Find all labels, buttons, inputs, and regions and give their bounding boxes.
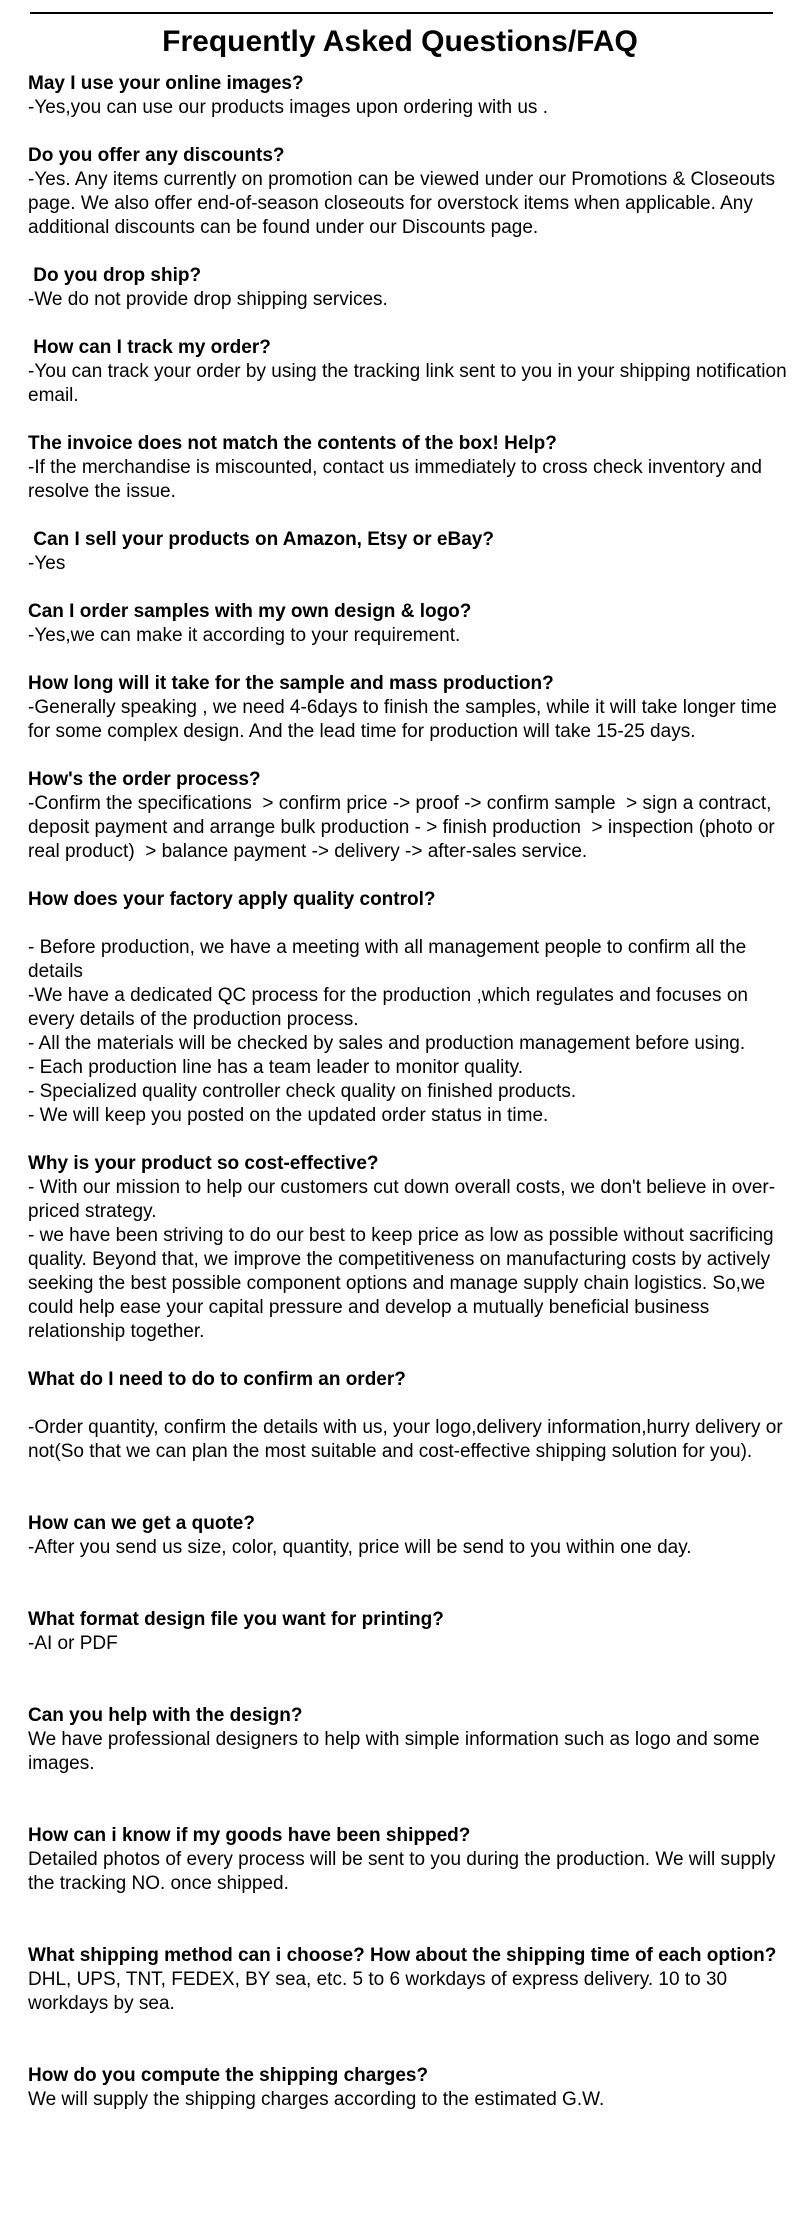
faq-answer-line	[28, 1464, 788, 1488]
faq-answer-line: DHL, UPS, TNT, FEDEX, BY sea, etc. 5 to 6 workdays of express delivery. 10 to 30 workdays by sea.	[28, 1969, 733, 2014]
faq-item	[28, 528, 788, 576]
faq-item	[28, 2064, 788, 2112]
faq-answer-line: -Yes. Any items currently on promotion can be viewed under our Promotions & Closeouts page. We also offer end-of-season closeouts for overstock items when applicable. Any additional discounts can be found under our Discounts page.	[28, 169, 781, 238]
faq-item	[28, 1704, 788, 1800]
faq-item	[28, 1824, 788, 1920]
faq-answer-line: -Confirm the specifications > confirm price -> proof -> confirm sample > sign a contract, deposit payment and arrange bulk production - > finish production > inspection (photo or real product) > balance payment -> delivery -> after-sales service.	[28, 793, 781, 862]
faq-answer-line: - All the materials will be checked by sales and production management before using.	[28, 1033, 746, 1054]
faq-answer	[28, 912, 788, 1128]
faq-answer-line: -Order quantity, confirm the details with us, your logo,delivery information,hurry delivery or not(So that we can plan the most suitable and cost-effective shipping solution for you).	[28, 1417, 788, 1462]
faq-question: What format design file you want for printing?	[28, 1609, 444, 1630]
faq-item	[28, 768, 788, 864]
faq-answer	[28, 168, 788, 240]
faq-item	[28, 888, 788, 1128]
faq-answer	[28, 1968, 788, 2040]
faq-answer-line: - Before production, we have a meeting with all management people to confirm all the details	[28, 937, 752, 982]
faq-answer-line: -After you send us size, color, quantity, price will be send to you within one day.	[28, 1537, 692, 1558]
faq-item	[28, 1152, 788, 1344]
faq-answer	[28, 288, 788, 312]
faq-question: How do you compute the shipping charges?	[28, 2065, 429, 2086]
faq-answer-line	[28, 912, 788, 936]
faq-answer	[28, 552, 788, 576]
faq-item	[28, 600, 788, 648]
faq-answer-line: Detailed photos of every process will be sent to you during the production. We will supply the tracking NO. once shipped.	[28, 1849, 781, 1894]
faq-answer-line: -Yes	[28, 553, 66, 574]
faq-answer	[28, 1848, 788, 1920]
faq-answer-line: -We have a dedicated QC process for the production ,which regulates and focuses on every details of the production process.	[28, 985, 754, 1030]
faq-answer-line: - We will keep you posted on the updated order status in time.	[28, 1105, 549, 1126]
faq-question: What shipping method can i choose? How about the shipping time of each option?	[28, 1945, 777, 1966]
faq-question: May I use your online images?	[28, 73, 304, 94]
faq-answer	[28, 624, 788, 648]
faq-answer	[28, 456, 788, 504]
faq-item	[28, 144, 788, 240]
faq-answer	[28, 1176, 788, 1344]
faq-answer	[28, 792, 788, 864]
faq-answer-line: -Generally speaking , we need 4-6days to finish the samples, while it will take longer time for some complex design. And the lead time for production will take 15-25 days.	[28, 697, 783, 742]
faq-item	[28, 1944, 788, 2040]
faq-question: How can I track my order?	[28, 337, 271, 358]
faq-item	[28, 336, 792, 408]
faq-answer	[28, 696, 788, 744]
faq-question: How does your factory apply quality control?	[28, 889, 436, 910]
faq-answer	[28, 1536, 788, 1584]
faq-item	[28, 672, 788, 744]
faq-answer	[28, 2088, 788, 2112]
faq-answer-line: -You can track your order by using the tracking link sent to you in your shipping notification email.	[28, 361, 792, 406]
faq-question: Do you offer any discounts?	[28, 145, 285, 166]
faq-item	[28, 1368, 788, 1488]
faq-question: How's the order process?	[28, 769, 261, 790]
faq-answer-line	[28, 1656, 788, 1680]
faq-question: Why is your product so cost-effective?	[28, 1153, 379, 1174]
faq-answer-line: - we have been striving to do our best to keep price as low as possible without sacrificing quality. Beyond that, we improve the competitiveness on manufacturing costs by actively seeking the best possible component options and manage supply chain logistics. So,we could help ease your capital pressure and develop a mutually beneficial business relationship together.	[28, 1225, 779, 1342]
faq-answer	[28, 1392, 788, 1488]
faq-answer-line: -We do not provide drop shipping services.	[28, 289, 388, 310]
faq-answer-line: -Yes,you can use our products images upon ordering with us .	[28, 97, 548, 118]
faq-question: Can I order samples with my own design & logo?	[28, 601, 472, 622]
faq-answer-line	[28, 1896, 788, 1920]
faq-answer	[28, 1728, 788, 1800]
faq-item	[28, 1512, 788, 1584]
faq-answer-line: We will supply the shipping charges according to the estimated G.W.	[28, 2089, 605, 2110]
faq-answer-line	[28, 1560, 788, 1584]
faq-question: How long will it take for the sample and mass production?	[28, 673, 554, 694]
faq-item	[28, 72, 788, 120]
faq-question: Do you drop ship?	[28, 265, 202, 286]
faq-answer-line: -AI or PDF	[28, 1633, 118, 1654]
top-divider	[30, 12, 773, 14]
faq-answer-line: -If the merchandise is miscounted, contact us immediately to cross check inventory and resolve the issue.	[28, 457, 768, 502]
faq-question: The invoice does not match the contents of the box! Help?	[28, 433, 557, 454]
faq-answer	[28, 360, 792, 408]
faq-item	[28, 264, 788, 312]
faq-answer	[28, 1632, 788, 1680]
faq-answer-line	[28, 1392, 788, 1416]
faq-answer-line	[28, 2016, 788, 2040]
faq-answer-line: We have professional designers to help with simple information such as logo and some images.	[28, 1729, 765, 1774]
faq-answer-line	[28, 1776, 788, 1800]
page-title: Frequently Asked Questions/FAQ	[162, 25, 638, 58]
faq-list	[28, 72, 792, 2112]
faq-answer-line: - Specialized quality controller check quality on finished products.	[28, 1081, 577, 1102]
faq-question: How can we get a quote?	[28, 1513, 255, 1534]
faq-answer	[28, 96, 788, 120]
faq-answer-line: -Yes,we can make it according to your requirement.	[28, 625, 461, 646]
faq-question: How can i know if my goods have been shipped?	[28, 1825, 471, 1846]
faq-question: What do I need to do to confirm an order?	[28, 1369, 406, 1390]
faq-item	[28, 1608, 788, 1680]
faq-item	[28, 432, 788, 504]
faq-question: Can I sell your products on Amazon, Etsy or eBay?	[28, 529, 494, 550]
faq-question: Can you help with the design?	[28, 1705, 303, 1726]
faq-answer-line: - With our mission to help our customers cut down overall costs, we don't believe in over- priced strategy.	[28, 1177, 781, 1222]
faq-answer-line: - Each production line has a team leader to monitor quality.	[28, 1057, 523, 1078]
